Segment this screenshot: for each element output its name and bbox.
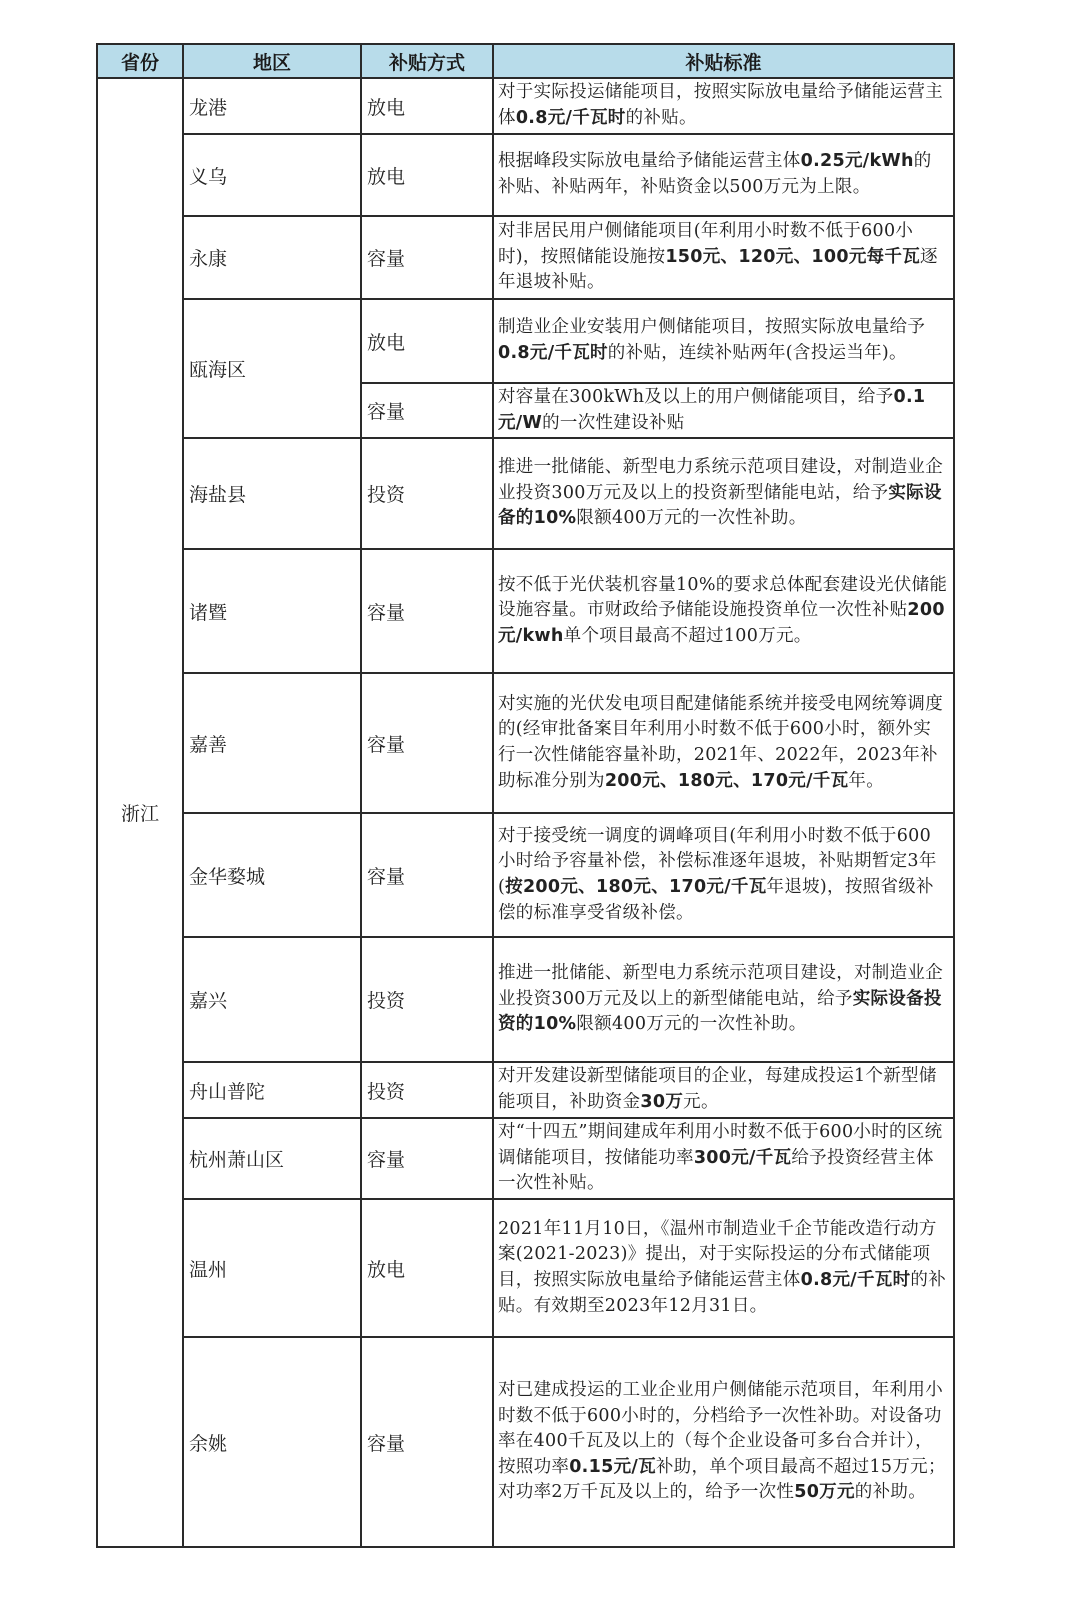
standard-cell [493,383,954,438]
standard-emphasis: 实际设备的10% [498,482,942,529]
standard-emphasis: 0.25元/kWh [800,151,914,172]
region-cell: 杭州萧山区 [183,1118,361,1199]
region-cell: 温州 [183,1199,361,1337]
region-cell: 瓯海区 [183,299,361,438]
standard-text: 的补贴。有效期至2023年12月31日。 [498,1270,947,1316]
standard-text: 元。 [683,1092,719,1112]
table-row [97,78,954,134]
standard-text: 推进一批储能、新型电力系统示范项目建设，对制造业企业投资300万元及以上的投资新型储能电站，给予 [498,457,943,503]
region-cell: 嘉兴 [183,937,361,1062]
standard-text: 的补助。 [854,1482,926,1503]
standard-text: 的一次性建设补贴 [542,412,685,433]
standard-text: 对非居民用户侧储能项目(年利用小时数不低于600小时)，按照储能设施按 [498,221,914,267]
method-cell: 放电 [361,1199,493,1337]
table-row [97,673,954,813]
method-cell: 容量 [361,216,493,299]
standard-text: 的补贴，连续补贴两年(含投运当年)。 [607,343,907,363]
standard-text: 单个项目最高不超过100万元。 [563,625,812,646]
region-cell: 嘉善 [183,673,361,813]
standard-emphasis: 200元、180元、170元/千瓦 [604,770,849,791]
table-row [97,1337,954,1547]
method-cell: 容量 [361,549,493,673]
standard-text: 2021年11月10日，《温州市制造业千企节能改造行动方案(2021-2023)》提出，对于实际投运的分布式储能项目，按照实际放电量给予储能运营主体 [498,1218,937,1290]
header-method: 补贴方式 [361,44,493,78]
table-row [97,299,954,383]
table-row [97,134,954,216]
standard-emphasis: 200元/kwh [498,600,945,646]
method-cell: 容量 [361,383,493,438]
standard-cell [493,1337,954,1547]
standard-emphasis: 300元/千瓦 [693,1147,792,1168]
standard-text: 按不低于光伏装机容量10%的要求总体配套建设光伏储能设施容量。市财政给予储能设施投资单位一次性补贴 [498,574,948,621]
standard-text: 制造业企业安装用户侧储能项目，按照实际放电量给予 [498,317,926,338]
standard-cell [493,1199,954,1337]
standard-emphasis: 0.8元/千瓦时 [515,108,626,128]
standard-cell [493,299,954,383]
standard-text: 推进一批储能、新型电力系统示范项目建设，对制造业企业投资300万元及以上的新型储能电站，给予 [498,963,943,1009]
method-cell: 投资 [361,438,493,549]
standard-cell [493,937,954,1062]
standard-emphasis: 0.15元/瓦 [569,1456,656,1477]
standard-emphasis: 0.8元/千瓦时 [498,343,608,363]
header-row [97,44,954,78]
table-row [97,937,954,1062]
standard-cell [493,1118,954,1199]
standard-text: 对于实际投运储能项目，按照实际放电量给予储能运营主体 [498,82,943,128]
table-row [97,1118,954,1199]
method-cell: 容量 [361,813,493,937]
standard-text: 对容量在300kWh及以上的用户侧储能项目，给予 [498,386,894,407]
standard-emphasis: 按200元、180元、170元/千瓦 [505,877,767,897]
standard-text: 对于接受统一调度的调峰项目(年利用小时数不低于600小时给予容量补偿，补偿标准逐年退坡，补贴期暂定3年( [498,825,937,897]
standard-emphasis: 实际设备投资的10% [498,988,942,1035]
table-row [97,1062,954,1118]
method-cell: 容量 [361,673,493,813]
standard-text: 对实施的光伏发电项目配建储能系统并接受电网统筹调度的(经审批备案目年利用小时数不低于600小时，额外实行一次性储能容量补助，2021年、2022年，2023年补助标准分别为 [498,693,943,791]
region-cell: 义乌 [183,134,361,216]
standard-text: 限额400万元的一次性补助。 [576,508,807,529]
region-cell: 龙港 [183,78,361,134]
region-cell: 余姚 [183,1337,361,1547]
table-row [97,438,954,549]
method-cell: 容量 [361,1118,493,1199]
region-cell: 舟山普陀 [183,1062,361,1118]
standard-text: 对“十四五”期间建成年利用小时数不低于600小时的区统调储能项目，按储能功率 [498,1122,943,1168]
standard-emphasis: 30万 [640,1092,684,1112]
region-cell: 诸暨 [183,549,361,673]
region-cell: 永康 [183,216,361,299]
standard-text: 对已建成投运的工业企业用户侧储能示范项目，年利用小时数不低于600小时的，分档给予一次性补助。对设备功率在400千瓦及以上的（每个企业设备可多台合并计），按照功率 [498,1380,943,1477]
standard-cell [493,216,954,299]
standard-emphasis: 0.8元/千瓦时 [800,1270,911,1290]
standard-emphasis: 50万元 [794,1482,855,1503]
header-region: 地区 [183,44,361,78]
standard-text: 年退坡)，按照省级补偿的标准享受省级补偿。 [498,877,934,923]
standard-text: 补助，单个项目最高不超过15万元；对功率2万千瓦及以上的，给予一次性 [498,1456,946,1503]
standard-text: 逐年退坡补贴。 [498,246,938,293]
table-row [97,813,954,937]
subsidy-table [96,43,955,1548]
standard-cell [493,1062,954,1118]
table-row [97,1199,954,1337]
table-row [97,549,954,673]
standard-cell [493,813,954,937]
standard-cell [493,134,954,216]
region-cell: 金华婺城 [183,813,361,937]
method-cell: 容量 [361,1337,493,1547]
standard-cell [493,549,954,673]
standard-text: 限额400万元的一次性补助。 [576,1014,807,1035]
standard-text: 年。 [848,770,885,791]
method-cell: 放电 [361,299,493,383]
method-cell: 投资 [361,1062,493,1118]
standard-cell [493,673,954,813]
method-cell: 放电 [361,78,493,134]
method-cell: 放电 [361,134,493,216]
standard-cell [493,438,954,549]
standard-text: 根据峰段实际放电量给予储能运营主体 [498,151,801,172]
standard-text: 给予投资经营主体一次性补贴。 [498,1147,934,1194]
header-standard: 补贴标准 [493,44,954,78]
standard-text: 对开发建设新型储能项目的企业，每建成投运1个新型储能项目，补助资金 [498,1066,937,1112]
header-province: 省份 [97,44,183,78]
standard-cell [493,78,954,134]
standard-text: 的补贴。 [625,108,697,128]
standard-emphasis: 150元、120元、100元每千瓦 [665,246,921,267]
standard-text: 的补贴、补贴两年，补贴资金以500万元为上限。 [498,151,932,197]
table-row [97,216,954,299]
region-cell: 海盐县 [183,438,361,549]
standard-emphasis: 0.1元/W [498,386,926,433]
method-cell: 投资 [361,937,493,1062]
province-cell: 浙江 [97,78,183,1547]
